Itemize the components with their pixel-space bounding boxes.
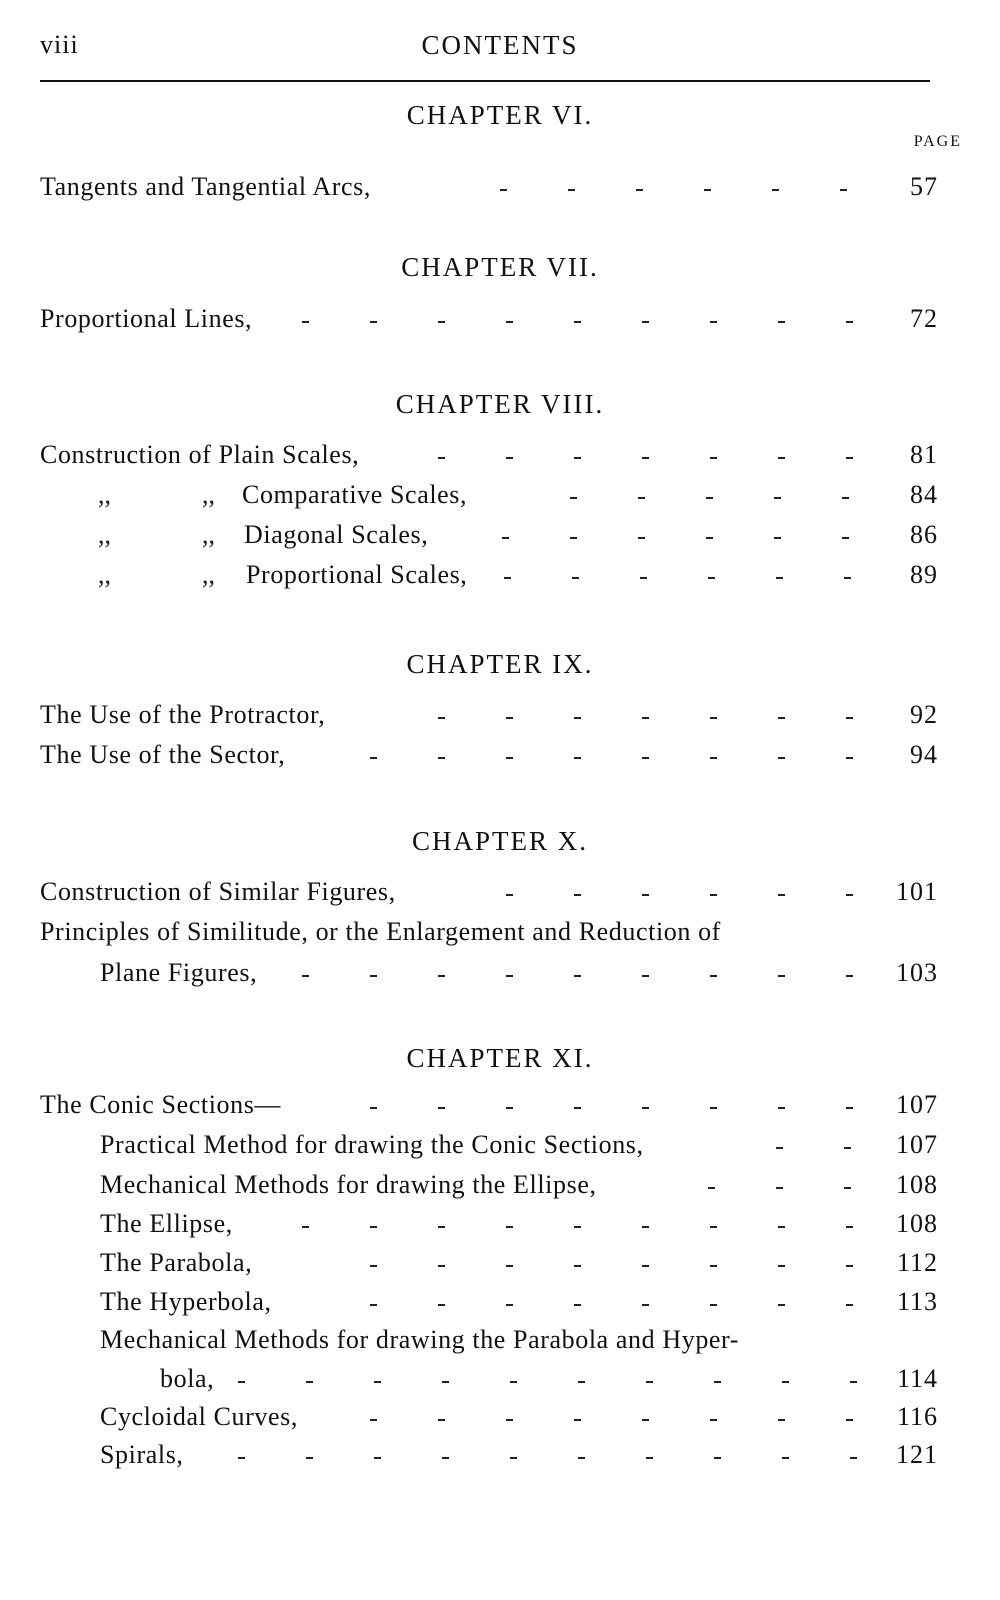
entry-title: Proportional Scales, [246,560,468,589]
ditto-mark: ,, [202,520,215,549]
dot-leader [776,1147,860,1149]
page-title: CONTENTS [421,30,579,60]
entry-title: Practical Method for drawing the Conic Sections, [100,1130,644,1159]
entry-title: Proportional Lines, [40,304,253,333]
entry-continuation: bola, [160,1364,215,1393]
dot-leader [302,1226,862,1228]
running-head [40,30,960,70]
entry-title: The Use of the Sector, [40,740,286,769]
toc-entry[interactable] [40,740,938,774]
dot-leader [302,975,862,977]
toc-entry[interactable] [40,440,938,474]
toc-entry[interactable] [40,480,938,514]
entry-title: Principles of Similitude, or the Enlargement and Reduction of [40,917,721,946]
page-number: viii [40,30,79,59]
dot-leader [500,189,850,191]
entry-page: 108 [896,1209,938,1238]
entry-title: Spirals, [100,1440,184,1469]
toc-entry[interactable] [40,1170,938,1204]
entry-title: The Use of the Protractor, [40,700,326,729]
dot-leader [302,321,862,323]
entry-title: The Parabola, [100,1248,253,1277]
toc-entry[interactable] [40,1209,938,1243]
dot-leader [370,1265,860,1267]
toc-entry[interactable] [40,958,938,992]
ditto-mark: ,, [98,560,111,589]
dot-leader [238,1381,860,1383]
entry-page: 116 [896,1402,938,1431]
toc-entry[interactable] [40,1130,938,1164]
toc-entry[interactable] [40,1364,938,1398]
toc-entry[interactable] [40,700,938,734]
toc-entry[interactable] [40,1440,938,1474]
entry-page: 81 [910,440,938,469]
dot-leader [438,457,858,459]
ditto-mark: ,, [202,560,215,589]
entry-continuation: Plane Figures, [100,958,258,987]
entry-page: 112 [896,1248,938,1277]
entry-title: Mechanical Methods for drawing the Parabola and Hyper- [100,1325,740,1354]
dot-leader [370,1304,860,1306]
dot-leader [502,537,858,539]
dot-leader [370,757,860,759]
dot-leader [504,577,860,579]
entry-page: 101 [896,877,938,906]
toc-entry[interactable] [40,304,938,338]
entry-title: The Ellipse, [100,1209,233,1238]
entry-page: 72 [910,304,938,333]
entry-title: Comparative Scales, [242,480,468,509]
toc-entry[interactable] [40,172,938,206]
chapter-heading: CHAPTER XI. [406,1043,594,1073]
entry-page: 94 [910,740,938,769]
dot-leader [370,1107,860,1109]
entry-page: 114 [896,1364,938,1393]
entry-title: Diagonal Scales, [244,520,429,549]
ditto-mark: ,, [98,520,111,549]
toc-entry[interactable] [40,1248,938,1282]
entry-page: 89 [910,560,938,589]
entry-title: The Hyperbola, [100,1287,272,1316]
dot-leader [506,894,860,896]
ditto-mark: ,, [98,480,111,509]
dot-leader [438,717,858,719]
ditto-mark: ,, [202,480,215,509]
toc-entry[interactable] [40,1287,938,1321]
entry-page: 103 [896,958,938,987]
entry-page: 113 [896,1287,938,1316]
entry-page: 121 [896,1440,938,1469]
entry-title: Mechanical Methods for drawing the Ellipse, [100,1170,597,1199]
page-column-label: PAGE [913,133,962,150]
toc-entry[interactable] [40,877,938,911]
entry-page: 92 [910,700,938,729]
dot-leader [370,1419,860,1421]
entry-title: The Conic Sections— [40,1090,282,1119]
chapter-heading: CHAPTER VI. [406,100,594,130]
entry-page: 108 [896,1170,938,1199]
dot-leader [570,497,860,499]
toc-entry[interactable] [40,560,938,594]
dot-leader [238,1457,860,1459]
entry-page: 86 [910,520,938,549]
header-rule [40,80,930,82]
chapter-heading: CHAPTER VII. [401,252,599,282]
dot-leader [708,1187,860,1189]
entry-page: 107 [896,1130,938,1159]
chapter-heading: CHAPTER IX. [406,649,594,679]
entry-page: 84 [910,480,938,509]
chapter-heading: CHAPTER X. [411,826,588,856]
entry-page: 107 [896,1090,938,1119]
entry-title: Cycloidal Curves, [100,1402,298,1431]
entry-title: Construction of Plain Scales, [40,440,360,469]
toc-entry[interactable] [40,1090,938,1124]
chapter-heading: CHAPTER VIII. [395,389,605,419]
toc-entry[interactable] [40,520,938,554]
entry-title: Tangents and Tangential Arcs, [40,172,371,201]
entry-page: 57 [910,172,938,201]
toc-entry[interactable] [40,1402,938,1436]
entry-title: Construction of Similar Figures, [40,877,396,906]
